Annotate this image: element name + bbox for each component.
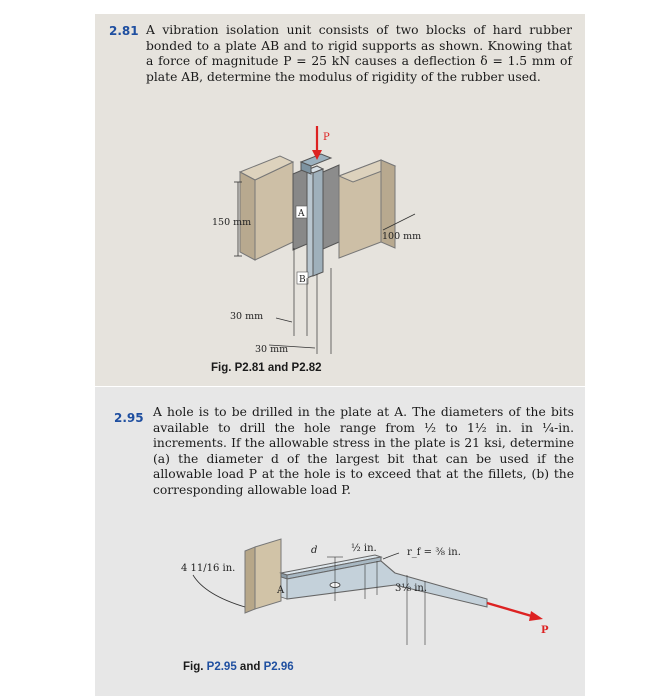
wall-support xyxy=(255,539,281,609)
dim-150mm: 150 mm xyxy=(212,217,252,228)
problem-2-81-page xyxy=(95,14,585,386)
problem-2-95-page xyxy=(95,387,585,696)
problem-number: 2.81 xyxy=(109,24,139,38)
figure-caption: Fig. P2.81 and P2.82 xyxy=(211,362,322,374)
dim-100mm: 100 mm xyxy=(382,231,422,242)
dim-half-inch: ½ in. xyxy=(351,543,377,554)
d-label: d xyxy=(311,545,318,556)
load-label: P xyxy=(541,625,549,636)
point-b-label: B xyxy=(299,275,306,285)
dim-4-11-16: 4 11/16 in. xyxy=(181,563,236,574)
load-arrow xyxy=(487,603,535,617)
fillet-radius-label: r_f = ⅜ in. xyxy=(407,547,461,558)
isolation-unit-figure xyxy=(95,122,585,362)
point-a-label: A xyxy=(277,585,285,596)
problem-text: A vibration isolation unit consists of two blocks of hard rubber bonded to a plate AB and to rigid supports as shown. Knowing that a force of magnitude P = 25 kN causes a deflection δ = 1.5 mm of plate AB, determine the modulus of rigidity of the rubber used. xyxy=(146,23,572,84)
load-label: P xyxy=(323,132,330,143)
problem-number: 2.95 xyxy=(114,411,144,425)
dim-30mm-2: 30 mm xyxy=(255,344,289,355)
figure-caption: Fig. P2.95 and P2.96 xyxy=(183,661,294,673)
problem-text: A hole is to be drilled in the plate at A. The diameters of the bits available to drill the hole range from ½ to 1½ in. in ¼-in. increments. If the allowable stress in the plate is 21 ksi, determine (a) the diameter d of the largest bit that can be used if the allowable load P at the hole is to exceed that at the fillets, (b) the corresponding allowable load P. xyxy=(153,405,574,497)
right-rubber-block xyxy=(323,165,339,249)
drilled-plate-figure xyxy=(95,535,585,685)
dim-3-1-8: 3⅛ in. xyxy=(395,583,428,594)
point-a-label: A xyxy=(298,209,305,219)
dim-30mm-1: 30 mm xyxy=(230,311,264,322)
